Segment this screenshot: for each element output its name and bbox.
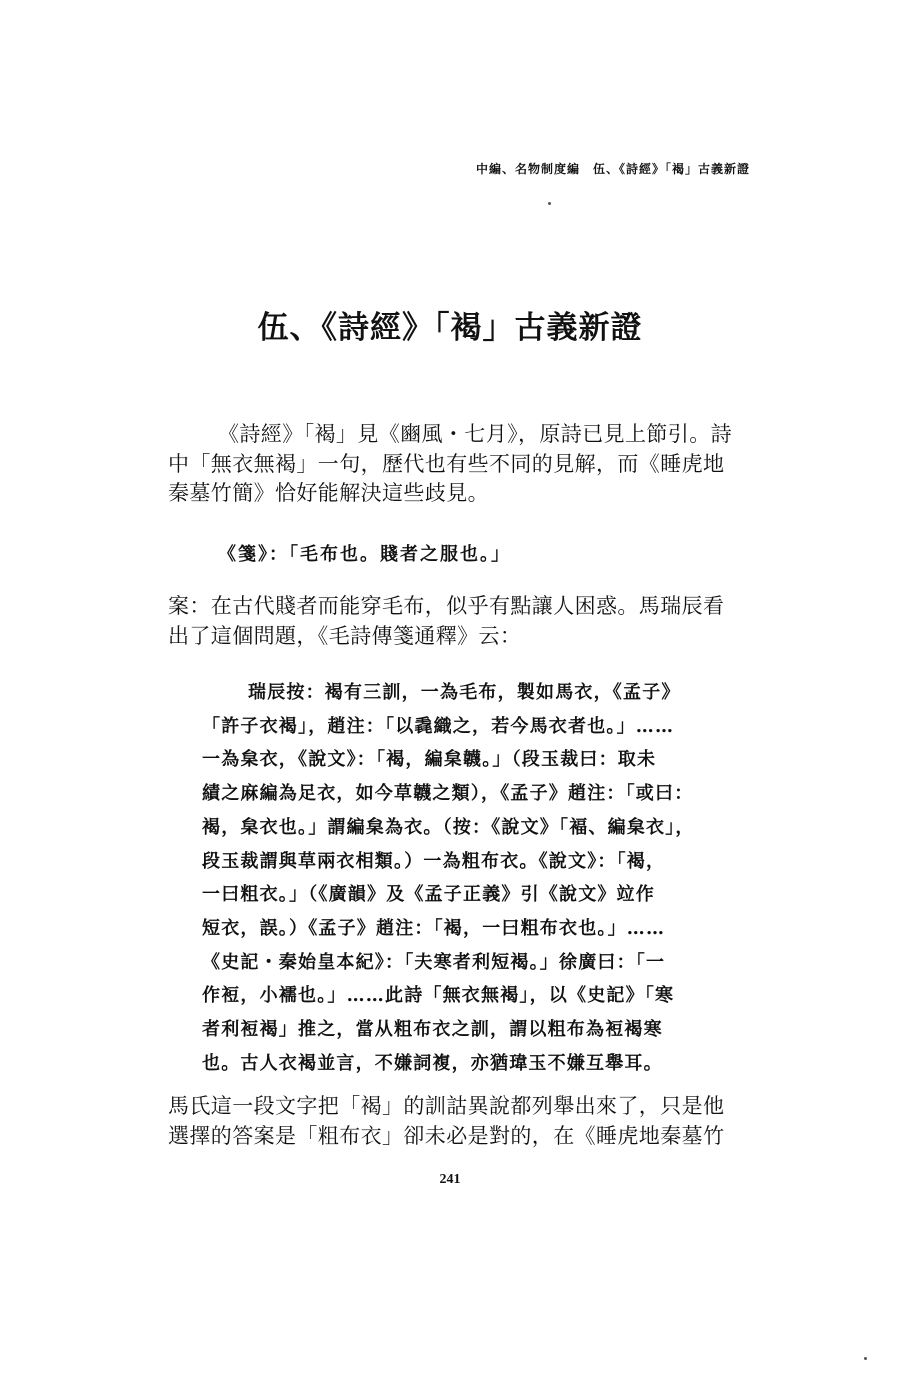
quote-line: 《史記・秦始皇本紀》：「夫寒者利短褐。」徐廣曰：「一 — [202, 951, 666, 973]
paragraph-an — [168, 592, 748, 651]
chapter-title: 伍、《詩經》「褐」古義新證 — [257, 310, 643, 346]
quote-line: 作裋，小襦也。」……此詩「無衣無褐」，以《史記》「寒 — [202, 985, 675, 1007]
quote-line: 也。古人衣褐並言，不嫌詞複，亦猶瑋玉不嫌互舉耳。 — [202, 1052, 663, 1074]
quote-line: 瑞辰按：褐有三訓，一為毛布，製如馬衣，《孟子》 — [248, 682, 681, 703]
jian-quotation: 《箋》：「毛布也。賤者之服也。」 — [218, 544, 511, 565]
quote-line: 短衣，誤。）《孟子》趙注：「褐，一曰粗布衣也。」…… — [202, 917, 666, 939]
paragraph-line: 馬氏這一段文字把「褐」的訓詁異說都列舉出來了，只是他 — [168, 1094, 725, 1118]
paragraph-line: 中「無衣無褐」一句，歷代也有些不同的見解，而《睡虎地 — [168, 451, 725, 476]
page-number: 241 — [439, 1172, 461, 1187]
paragraph-line: 案：在古代賤者而能穿毛布，似乎有點讓人困惑。馬瑞辰看 — [168, 594, 725, 618]
quote-line: 者利裋褐」推之，當从粗布衣之訓，謂以粗布為裋褐寒 — [202, 1019, 663, 1041]
quote-line: 績之麻編為足衣，如今草韤之類），《孟子》趙注：「或曰： — [202, 783, 694, 805]
paragraph-line: 選擇的答案是「粗布衣」卻未必是對的，在《睡虎地秦墓竹 — [168, 1123, 725, 1148]
scan-speck — [548, 202, 551, 205]
ma-ruichen-block-quote — [202, 676, 752, 1080]
paragraph-line: 出了這個問題，《毛詩傳箋通釋》云： — [168, 623, 522, 648]
paragraph-intro — [168, 420, 748, 509]
paragraph-line: 秦墓竹簡》恰好能解決這些歧見。 — [168, 481, 489, 505]
quote-line: 「許子衣褐」，趙注：「以毳織之，若今馬衣者也。」…… — [202, 715, 675, 737]
paragraph-line: 《詩經》「褐」見《豳風・七月》，原詩已見上節引。詩 — [218, 422, 732, 446]
paragraph-ma-comment — [168, 1092, 748, 1151]
quote-line: 段玉裁謂與草兩衣相類。）一為粗布衣。《說文》：「褐， — [202, 850, 666, 872]
running-header: 中編、名物制度編 伍、《詩經》「褐」古義新證 — [475, 162, 750, 176]
quote-line: 褐，枲衣也。」謂編枲為衣。（按：《說文》「褔、編枲衣」， — [202, 816, 695, 838]
quote-line: 一為枲衣，《說文》：「褐，編枲韤。」（段玉裁曰：取未 — [202, 749, 657, 771]
scan-speck — [864, 1357, 867, 1360]
quote-line: 一曰粗衣。」（《廣韻》及《孟子正義》引《說文》竝作 — [202, 884, 655, 906]
